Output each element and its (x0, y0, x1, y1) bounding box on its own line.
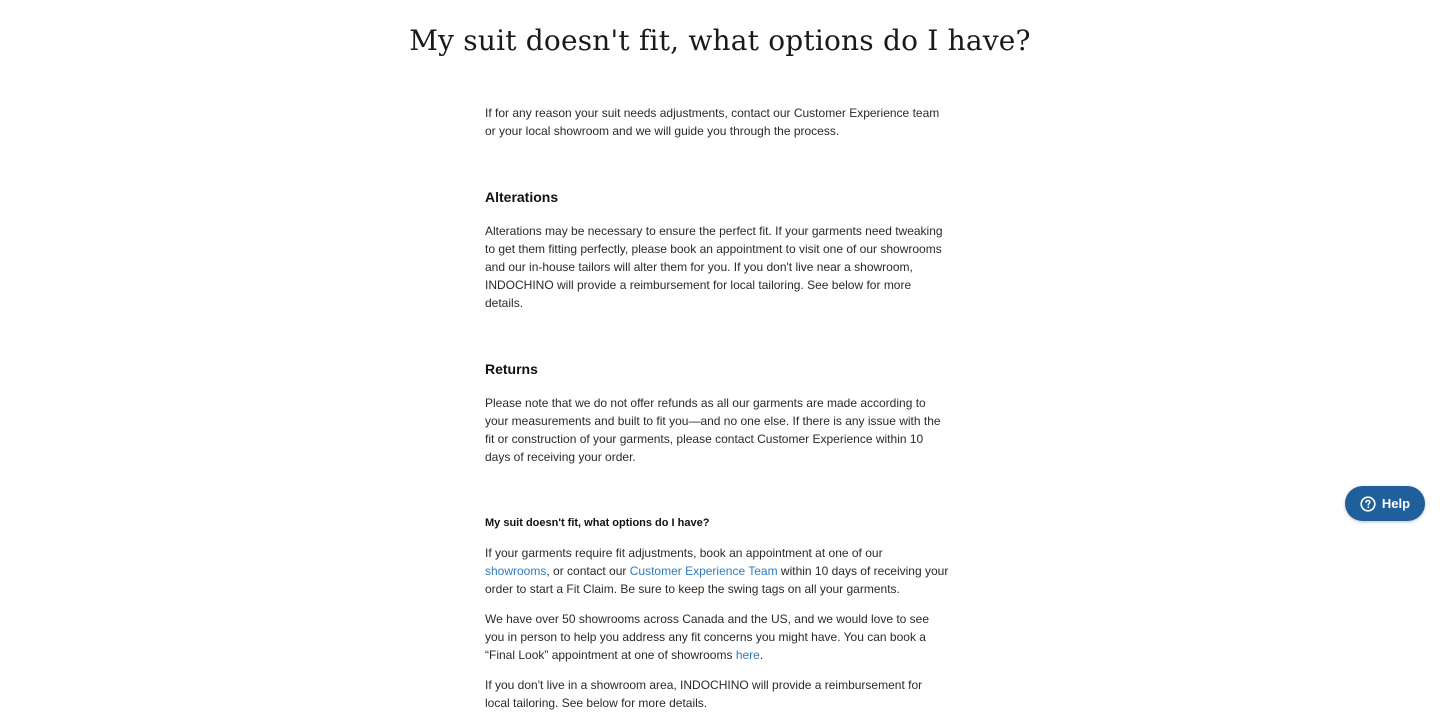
help-button[interactable] (1345, 486, 1425, 521)
intro-paragraph (485, 104, 950, 140)
page-title: My suit doesn't fit, what options do I have? (409, 24, 1031, 57)
help-button-label: Help (1381, 496, 1411, 511)
intro-customer-experience-text: Customer Experience (793, 106, 910, 120)
fit-p1-text-mid: , or contact our (546, 564, 630, 578)
returns-heading: Returns (485, 361, 538, 377)
article-content (485, 104, 950, 724)
fit-p2-text-after: . (759, 648, 764, 662)
intro-text-after: team or your local showroom and we will guide you through the process. (485, 106, 940, 138)
alterations-heading: Alterations (485, 189, 559, 205)
fit-paragraph-1 (485, 544, 950, 598)
question-circle-icon (1360, 496, 1376, 512)
intro-text-before: If for any reason your suit needs adjustments, contact our (485, 106, 794, 120)
showrooms-link[interactable]: showrooms (485, 564, 547, 578)
customer-experience-team-link[interactable]: Customer Experience Team (629, 564, 778, 578)
fit-p1-text-after: within 10 days of receiving your order to start a Fit Claim. Be sure to keep the swing tags on all your garments. (485, 564, 949, 596)
fit-p1-text-before: If your garments require fit adjustments, book an appointment at one of our (485, 546, 883, 560)
alterations-body: Alterations may be necessary to ensure the perfect fit. If your garments need tweaking to get them fitting perfectly, please book an appointment to visit one of our showrooms and our in-house tailors will alter them for you. If you don't live near a showroom, INDOCHINO will provide a reimbursement for local tailoring. See below for more details. (485, 224, 943, 310)
fit-section-heading: My suit doesn't fit, what options do I have? (485, 517, 710, 529)
fit-paragraph-3: If you don't live in a showroom area, INDOCHINO will provide a reimbursement for local tailoring. See below for more details. (485, 678, 923, 710)
fit-paragraph-2 (485, 610, 950, 664)
returns-body: Please note that we do not offer refunds as all our garments are made according to your measurements and built to fit you—and no one else. If there is any issue with the fit or construction of your garments, please contact Customer Experience within 10 days of receiving your order. (485, 396, 941, 464)
book-here-link[interactable]: here (735, 648, 760, 662)
fit-p2-text-before: We have over 50 showrooms across Canada and the US, and we would love to see you in person to help you address any fit concerns you might have. You can book a “Final Look” appointment at one of showrooms (485, 612, 930, 662)
